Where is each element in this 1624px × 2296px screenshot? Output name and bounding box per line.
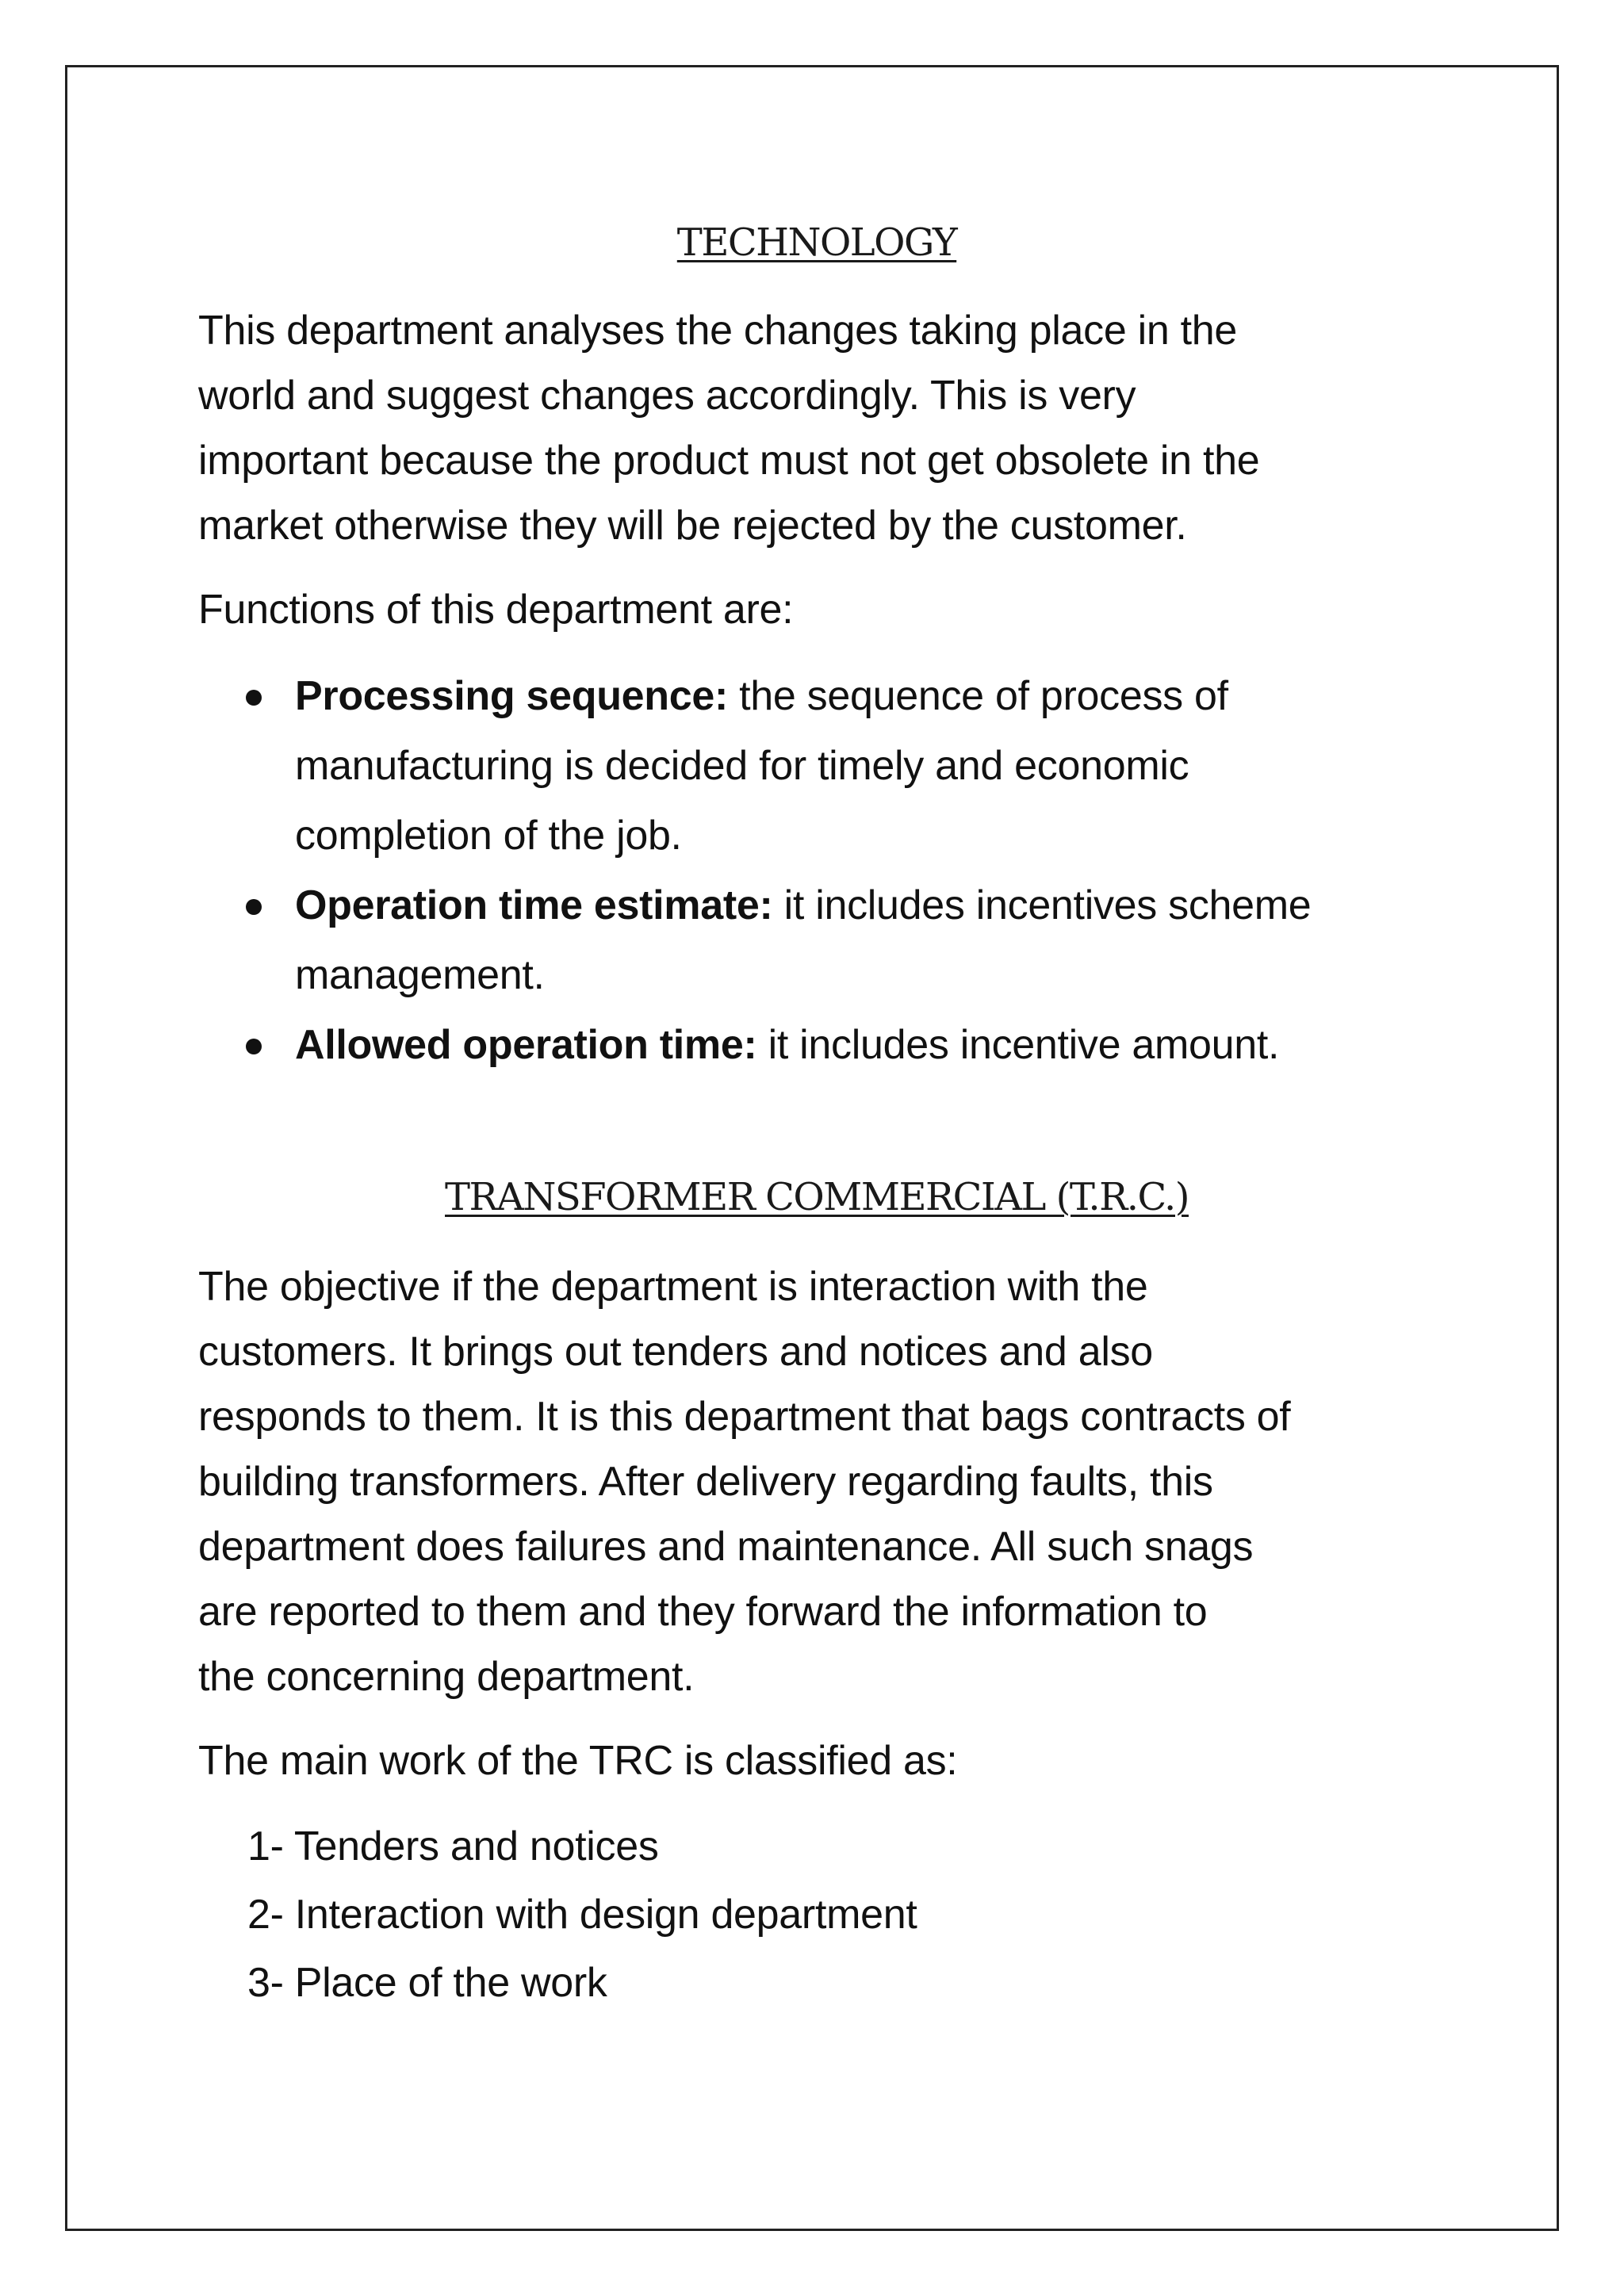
text-line: manufacturing is decided for timely and economic: [295, 743, 1189, 789]
list-item: 2- Interaction with design department: [247, 1892, 917, 1938]
document-body: [198, 220, 1435, 2017]
list-item: 1- Tenders and notices: [247, 1823, 659, 1869]
list-item-processing-sequence: [295, 661, 1435, 871]
list-item-term: Allowed operation time:: [295, 1022, 757, 1068]
text-line: management.: [295, 952, 545, 998]
list-item-term: Processing sequence:: [295, 673, 728, 719]
text-line: responds to them. It is this department that bags contracts of: [198, 1394, 1291, 1440]
list-item-allowed-operation-time: [295, 1010, 1435, 1080]
list-item: 3- Place of the work: [247, 1960, 607, 2006]
text-line: it includes incentives scheme: [772, 882, 1312, 928]
text-line: the sequence of process of: [728, 673, 1228, 719]
bullet-icon: [246, 1039, 262, 1054]
text-line: completion of the job.: [295, 813, 682, 859]
text-line: important because the product must not get obsolete in the: [198, 438, 1260, 484]
text-line: the concerning department.: [198, 1654, 695, 1700]
bullet-icon: [246, 690, 262, 706]
text-line: department does failures and maintenance. All such snags: [198, 1524, 1254, 1570]
trc-work-intro: The main work of the TRC is classified as:: [198, 1738, 958, 1784]
trc-heading: TRANSFORMER COMMERCIAL (T.R.C.): [445, 1175, 1189, 1219]
text-line: The objective if the department is interaction with the: [198, 1264, 1148, 1310]
text-line: it includes incentive amount.: [756, 1022, 1280, 1068]
text-line: This department analyses the changes taking place in the: [198, 308, 1238, 354]
list-item-term: Operation time estimate:: [295, 882, 773, 928]
text-line: customers. It brings out tenders and notices and also: [198, 1329, 1153, 1375]
text-line: market otherwise they will be rejected by the customer.: [198, 503, 1187, 549]
technology-heading: TECHNOLOGY: [676, 220, 957, 265]
text-line: are reported to them and they forward the information to: [198, 1589, 1208, 1635]
functions-intro: Functions of this department are:: [198, 587, 794, 633]
text-line: world and suggest changes accordingly. This is very: [198, 373, 1136, 419]
list-item-operation-time-estimate: [295, 871, 1435, 1010]
technology-intro-paragraph: [198, 298, 1435, 558]
trc-work-list: [198, 1812, 1435, 2017]
trc-intro-paragraph: [198, 1254, 1435, 1709]
bullet-icon: [246, 899, 262, 915]
functions-list: [198, 661, 1435, 1080]
text-line: building transformers. After delivery regarding faults, this: [198, 1459, 1213, 1505]
